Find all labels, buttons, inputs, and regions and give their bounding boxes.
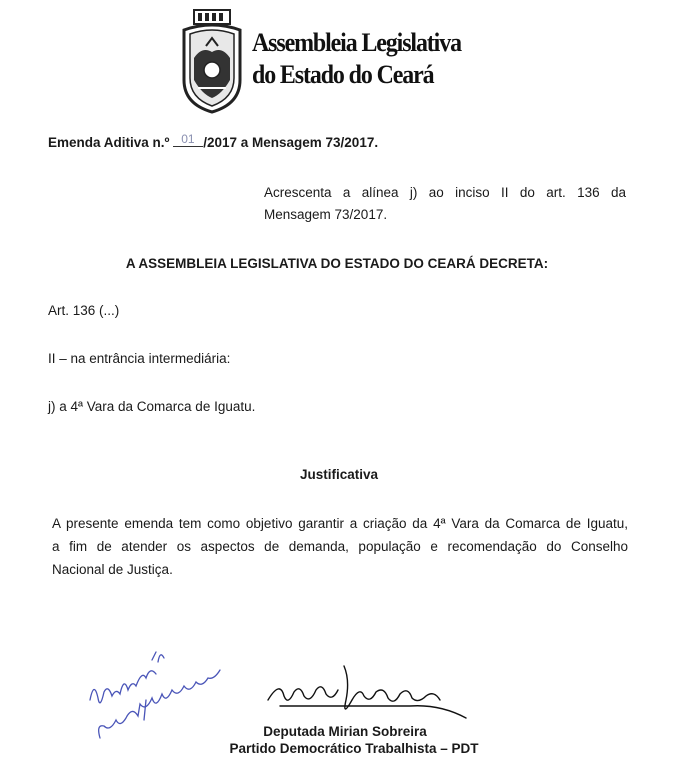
coat-of-arms-seal [178,8,246,114]
document-title [48,132,379,150]
signer-party: Partido Democrático Trabalhista – PDT [229,741,479,756]
institution-name-line1: Assembleia Legislativa [252,28,461,57]
ementa-line2: Mensagem 73/2017. [264,207,388,222]
justification-line3: Nacional de Justiça. [52,562,173,577]
article-reference: Art. 136 (...) [48,303,120,318]
decree-heading: A ASSEMBLEIA LEGISLATIVA DO ESTADO DO CEARÁ DECRETA: [125,256,549,271]
ementa-line1: Acrescenta a alínea j) ao inciso II do art. 136 da [264,185,626,200]
justification-line2: a fim de atender os aspectos de demanda, população e recomendação do Conselho [52,539,628,554]
title-suffix: /2017 a Mensagem 73/2017. [203,135,379,150]
title-prefix: Emenda Aditiva n.º [48,135,174,150]
inciso-text: II – na entrância intermediária: [48,351,231,366]
justification-paragraph [52,512,628,581]
justification-line1: A presente emenda tem como objetivo garantir a criação da 4ª Vara da Comarca de Iguatu, [52,516,628,531]
justification-heading: Justificativa [299,467,379,482]
institution-name-line2: do Estado do Ceará [252,60,434,89]
amendment-number-blank [173,132,203,147]
ementa [264,182,626,226]
signer-name: Deputada Mirian Sobreira [263,724,427,739]
amendment-number-handwritten: 01 [181,132,195,146]
handwritten-signature [260,660,480,730]
alinea-text: j) a 4ª Vara da Comarca de Iguatu. [48,399,256,414]
